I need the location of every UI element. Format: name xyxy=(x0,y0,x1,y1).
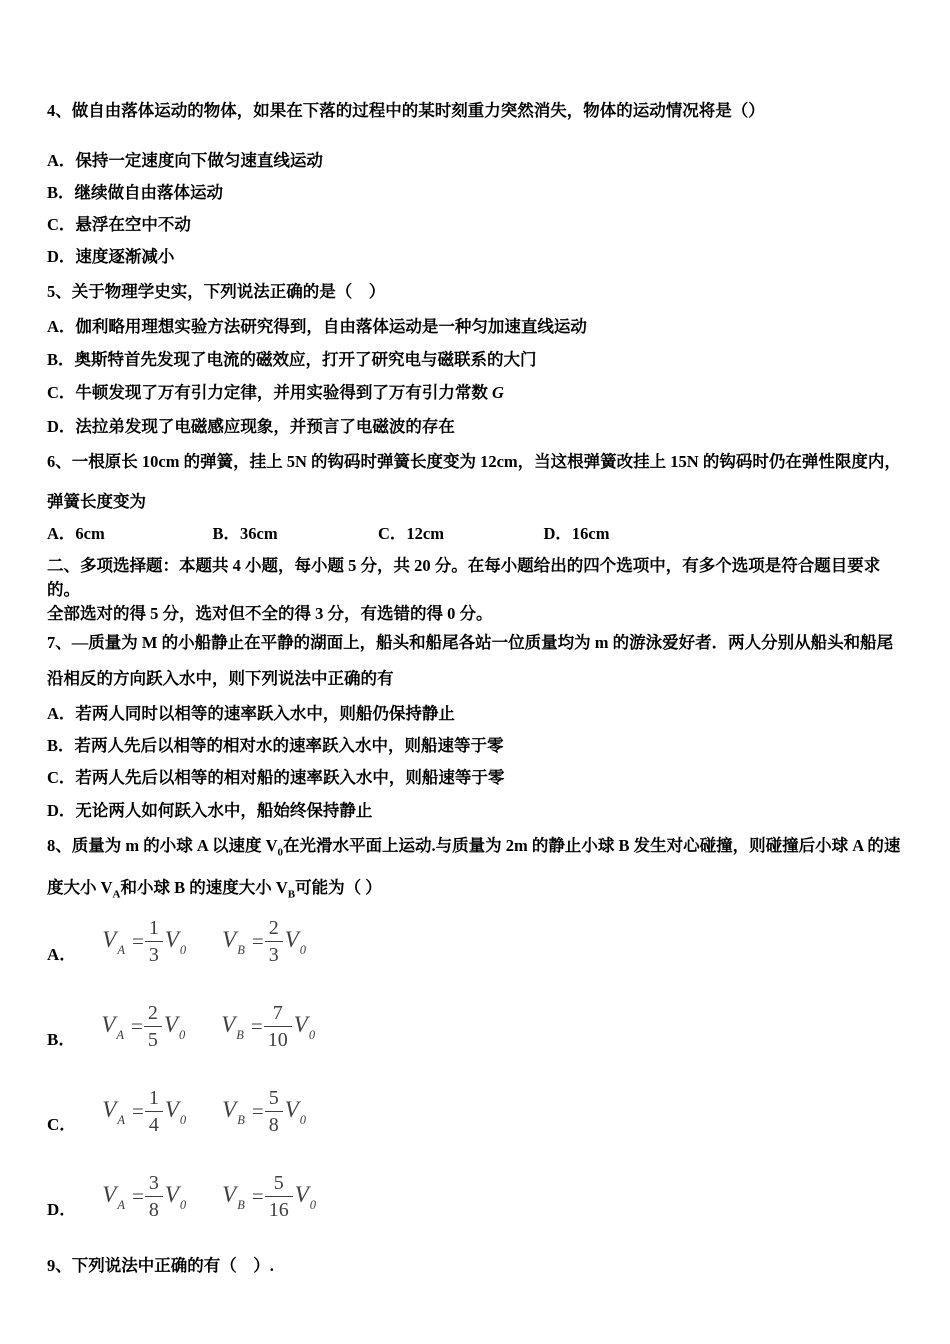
denominator: 10 xyxy=(264,1026,292,1053)
question-7-line-2: 沿相反的方向跃入水中，则下列说法中正确的有 xyxy=(47,669,394,688)
question-5-option-d: D．法拉弟发现了电磁感应现象，并预言了电磁波的存在 xyxy=(47,417,455,436)
fraction xyxy=(264,1001,292,1053)
velocity-symbol: V xyxy=(102,1182,117,1208)
v0-subscript: 0 xyxy=(277,846,284,859)
subscript-zero: 0 xyxy=(299,1112,306,1127)
subscript-a: A xyxy=(116,1027,125,1042)
question-8-line-1-text: 8、质量为 m 的小球 A 以速度 V xyxy=(47,836,278,855)
option-a-label: A． xyxy=(47,944,77,964)
question-7-option-d: D．无论两人如何跃入水中，船始终保持静止 xyxy=(47,801,373,820)
equals-sign: = xyxy=(251,1099,264,1124)
question-6 xyxy=(47,451,906,545)
question-7-option-c: C．若两人先后以相等的相对船的速率跃入水中，则船速等于零 xyxy=(47,768,505,787)
subscript-a: A xyxy=(117,1112,125,1127)
subscript-b: B xyxy=(237,942,245,957)
question-8-option-a xyxy=(47,909,906,975)
question-4-title: 4、做自由落体运动的物体，如果在下落的过程中的某时刻重力突然消失，物体的运动情况将是（） xyxy=(47,101,765,120)
question-8-option-b xyxy=(47,994,906,1060)
section-2-header-line-2: 全部选对的得 5 分，选对但不全的得 3 分，有选错的得 0 分。 xyxy=(47,604,493,623)
fraction xyxy=(145,1086,163,1138)
velocity-symbol: V xyxy=(222,1097,237,1123)
question-9-title: 9、下列说法中正确的有（ ）. xyxy=(47,1255,274,1275)
question-8-line-2 xyxy=(47,877,906,905)
option-a-formula xyxy=(102,916,306,968)
question-4-option-c: C．悬浮在空中不动 xyxy=(47,215,191,234)
denominator: 4 xyxy=(145,1111,163,1138)
equals-sign: = xyxy=(250,1014,263,1039)
vb-subscript: B xyxy=(287,888,296,901)
question-4-option-b: B．继续做自由落体运动 xyxy=(47,183,224,202)
question-7-option-b: B．若两人先后以相等的相对水的速率跃入水中，则船速等于零 xyxy=(47,736,504,755)
fraction xyxy=(145,1171,163,1223)
question-5 xyxy=(47,281,906,438)
subscript-zero: 0 xyxy=(179,1197,187,1212)
question-7-line-1: 7、—质量为 M 的小船静止在平静的湖面上，船头和船尾各站一位质量均为 m 的游泳爱好者．两人分别从船头和船尾 xyxy=(47,633,894,652)
velocity-symbol: V xyxy=(293,1012,308,1038)
subscript-zero: 0 xyxy=(179,1112,187,1127)
numerator: 1 xyxy=(148,916,159,939)
velocity-symbol: V xyxy=(294,1182,309,1208)
denominator: 3 xyxy=(265,941,283,968)
numerator: 5 xyxy=(273,1171,284,1194)
velocity-symbol: V xyxy=(284,1097,299,1123)
numerator: 7 xyxy=(272,1001,283,1024)
subscript-zero: 0 xyxy=(308,1027,316,1042)
subscript-zero: 0 xyxy=(309,1197,316,1212)
option-d-formula xyxy=(102,1171,316,1223)
section-2-header-line-1: 二、多项选择题：本题共 4 小题，每小题 5 分，共 20 分。在每小题给出的四个选项中，有多个选项是符合题目要求的。 xyxy=(47,556,881,599)
question-8 xyxy=(47,835,906,1230)
fraction xyxy=(265,1171,293,1223)
subscript-a: A xyxy=(117,1197,125,1212)
subscript-b: B xyxy=(237,1197,245,1212)
question-6-line-1: 6、一根原长 10cm 的弹簧，挂上 5N 的钩码时弹簧长度变为 12cm，当这根弹簧改挂上 15N 的钩码时仍在弹性限度内， xyxy=(47,452,901,471)
question-4-option-a: A．保持一定速度向下做匀速直线运动 xyxy=(47,151,323,170)
equals-sign: = xyxy=(251,929,264,954)
question-6-option-a: A．6cm xyxy=(47,524,105,543)
velocity-symbol: V xyxy=(102,927,117,953)
question-9 xyxy=(47,1255,906,1277)
question-8-line-1-text-2: 在光滑水平面上运动.与质量为 2m 的静止小球 B 发生对心碰撞，则碰撞后小球 A 的速 xyxy=(283,836,901,855)
equals-sign: = xyxy=(131,1014,143,1039)
fraction xyxy=(145,916,163,968)
velocity-symbol: V xyxy=(163,1012,178,1038)
velocity-symbol: V xyxy=(221,1012,236,1038)
subscript-zero: 0 xyxy=(178,1027,186,1042)
velocity-symbol: V xyxy=(101,1012,116,1038)
question-5-title: 5、关于物理学史实，下列说法正确的是（ ） xyxy=(47,282,386,301)
question-7 xyxy=(47,632,906,822)
equals-sign: = xyxy=(131,929,144,954)
question-4-option-d: D．速度逐渐减小 xyxy=(47,247,175,266)
question-8-line-1 xyxy=(47,835,906,863)
subscript-b: B xyxy=(237,1112,245,1127)
section-2-header xyxy=(47,554,906,626)
subscript-b: B xyxy=(236,1027,244,1042)
denominator: 3 xyxy=(145,941,163,968)
denominator: 16 xyxy=(265,1196,293,1223)
equals-sign: = xyxy=(131,1184,144,1209)
va-subscript: A xyxy=(112,888,121,901)
subscript-zero: 0 xyxy=(179,942,187,957)
velocity-symbol: V xyxy=(164,1097,179,1123)
option-b-label: B． xyxy=(47,1029,76,1049)
question-5-option-c-text: C．牛顿发现了万有引力定律，并用实验得到了万有引力常数 xyxy=(47,383,493,402)
numerator: 5 xyxy=(268,1086,279,1109)
numerator: 1 xyxy=(148,1086,159,1109)
question-6-options-row xyxy=(47,523,906,545)
question-5-option-a: A．伽利略用理想实验方法研究得到，自由落体运动是一种匀加速直线运动 xyxy=(47,317,587,336)
question-6-option-b: B．36cm xyxy=(212,524,278,543)
numerator: 2 xyxy=(147,1001,158,1024)
question-5-option-b: B．奥斯特首先发现了电流的磁效应，打开了研究电与磁联系的大门 xyxy=(47,350,537,369)
option-c-label: C． xyxy=(47,1114,77,1134)
velocity-symbol: V xyxy=(284,927,299,953)
option-b-formula xyxy=(101,1001,315,1053)
question-6-option-c: C．12cm xyxy=(378,524,444,543)
fraction xyxy=(144,1001,162,1053)
subscript-a: A xyxy=(117,942,125,957)
question-4 xyxy=(47,100,906,268)
question-8-option-c xyxy=(47,1079,906,1145)
option-c-formula xyxy=(102,1086,306,1138)
denominator: 8 xyxy=(145,1196,163,1223)
velocity-symbol: V xyxy=(164,927,179,953)
denominator: 8 xyxy=(265,1111,283,1138)
fraction xyxy=(265,916,283,968)
subscript-zero: 0 xyxy=(299,942,306,957)
equals-sign: = xyxy=(131,1099,144,1124)
numerator: 3 xyxy=(148,1171,159,1194)
velocity-symbol: V xyxy=(164,1182,179,1208)
velocity-symbol: V xyxy=(222,1182,237,1208)
question-8-option-d xyxy=(47,1164,906,1230)
fraction xyxy=(265,1086,283,1138)
velocity-symbol: V xyxy=(222,927,237,953)
question-6-option-d: D．16cm xyxy=(543,524,610,543)
question-7-option-a: A．若两人同时以相等的速率跃入水中，则船仍保持静止 xyxy=(47,704,455,723)
numerator: 2 xyxy=(268,916,279,939)
question-8-line-2-text-3: 可能为（ ） xyxy=(295,878,382,898)
velocity-symbol: V xyxy=(102,1097,117,1123)
question-8-line-2-text-2: 和小球 B 的速度大小 V xyxy=(120,878,288,898)
denominator: 5 xyxy=(144,1026,162,1053)
question-8-line-2-text: 度大小 V xyxy=(47,878,113,898)
gravitational-constant-symbol: G xyxy=(492,383,504,402)
option-d-label: D． xyxy=(47,1199,77,1219)
equals-sign: = xyxy=(251,1184,264,1209)
question-5-option-c xyxy=(47,382,906,404)
question-6-line-2: 弹簧长度变为 xyxy=(47,492,146,511)
